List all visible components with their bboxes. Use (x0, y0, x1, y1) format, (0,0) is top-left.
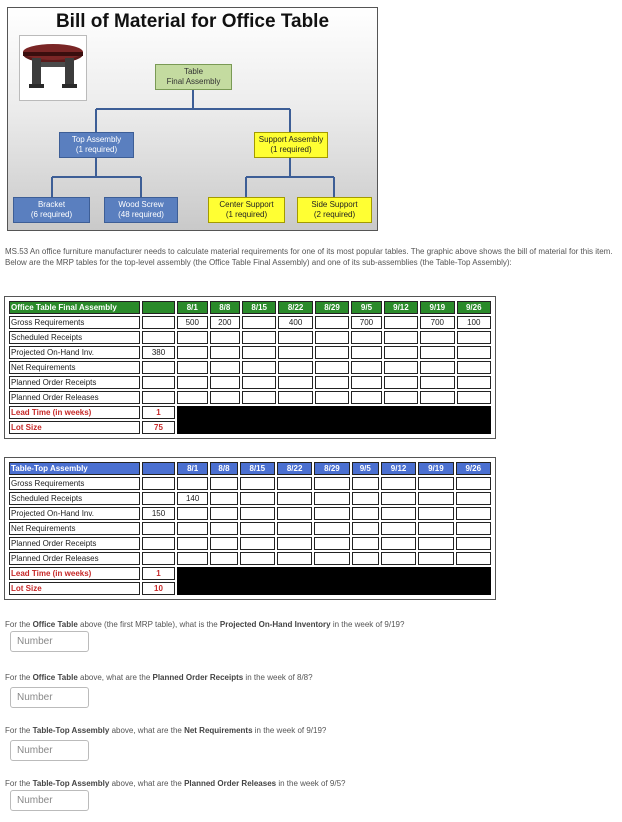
mrp-cell (456, 552, 491, 565)
mrp-cell (177, 376, 208, 389)
mrp-cell (210, 492, 237, 505)
initial-value-cell (142, 492, 175, 505)
node-line1: Bracket (37, 200, 66, 209)
week-header: 8/8 (210, 462, 237, 475)
question-emphasis: Net Requirements (184, 726, 253, 735)
question-text: For the (5, 726, 33, 735)
node-support-assembly (254, 132, 328, 158)
week-header: 8/15 (242, 301, 276, 314)
mrp-cell (314, 537, 349, 550)
mrp-cell (177, 391, 208, 404)
mrp-title: Table-Top Assembly (9, 462, 140, 475)
node-line2: (6 required) (30, 210, 73, 219)
row-label: Gross Requirements (9, 477, 140, 490)
initial-value-cell (142, 316, 175, 329)
mrp-cell: 140 (177, 492, 208, 505)
mrp-cell (352, 492, 379, 505)
lead-time-label: Lead Time (in weeks) (9, 406, 140, 419)
mrp-cell (242, 376, 276, 389)
mrp-table-table-top (4, 457, 496, 600)
mrp-grid (7, 299, 493, 436)
node-line2: Final Assembly (166, 77, 221, 86)
mrp-cell (210, 552, 237, 565)
question-text: in the week of 9/5? (276, 779, 346, 788)
lot-size-label: Lot Size (9, 421, 140, 434)
mrp-row (9, 507, 491, 520)
black-fill-block (177, 567, 491, 595)
mrp-cell (457, 346, 491, 359)
mrp-row (9, 316, 491, 329)
mrp-cell: 400 (278, 316, 312, 329)
mrp-header-blank (142, 301, 175, 314)
mrp-cell (315, 331, 349, 344)
lot-size-label: Lot Size (9, 582, 140, 595)
week-header: 8/22 (277, 462, 312, 475)
mrp-cell (456, 537, 491, 550)
mrp-cell (381, 492, 416, 505)
mrp-cell (420, 346, 454, 359)
mrp-row (9, 477, 491, 490)
mrp-cell (210, 537, 237, 550)
mrp-grid (7, 460, 493, 597)
initial-value-cell: 150 (142, 507, 175, 520)
mrp-cell (384, 376, 418, 389)
mrp-cell (210, 507, 237, 520)
mrp-cell (242, 316, 276, 329)
lead-time-value: 1 (142, 406, 175, 419)
lot-size-value: 75 (142, 421, 175, 434)
week-header: 9/26 (456, 462, 491, 475)
mrp-cell (240, 552, 275, 565)
mrp-cell (418, 537, 453, 550)
question-text: in the week of 9/19? (252, 726, 327, 735)
node-top-assembly (59, 132, 134, 158)
mrp-table-office-table (4, 296, 496, 439)
mrp-cell (418, 507, 453, 520)
mrp-cell (418, 522, 453, 535)
mrp-cell (278, 361, 312, 374)
mrp-header-row (9, 301, 491, 314)
mrp-cell (314, 492, 349, 505)
answer-input-2[interactable] (10, 687, 89, 708)
mrp-title: Office Table Final Assembly (9, 301, 140, 314)
mrp-cell: 700 (420, 316, 454, 329)
mrp-cell (278, 346, 312, 359)
mrp-cell (351, 331, 382, 344)
node-line1: Wood Screw (118, 200, 164, 209)
node-line1: Side Support (311, 200, 358, 209)
mrp-cell (242, 361, 276, 374)
mrp-cell (418, 552, 453, 565)
node-line1: Support Assembly (258, 135, 324, 144)
initial-value-cell (142, 376, 175, 389)
row-label: Gross Requirements (9, 316, 140, 329)
question-text: above, what are the (109, 726, 185, 735)
node-side-support (297, 197, 372, 223)
node-table-final-assembly (155, 64, 232, 90)
initial-value-cell (142, 537, 175, 550)
initial-value-cell (142, 522, 175, 535)
mrp-cell (278, 331, 312, 344)
mrp-cell (456, 522, 491, 535)
row-label: Planned Order Releases (9, 391, 140, 404)
question-emphasis: Planned Order Receipts (152, 673, 244, 682)
node-line2: (1 required) (75, 145, 118, 154)
row-label: Projected On-Hand Inv. (9, 346, 140, 359)
lead-time-row (9, 567, 491, 580)
mrp-row (9, 537, 491, 550)
lot-size-value: 10 (142, 582, 175, 595)
question-emphasis: Projected On-Hand Inventory (219, 620, 331, 629)
lead-time-label: Lead Time (in weeks) (9, 567, 140, 580)
mrp-cell (457, 331, 491, 344)
mrp-cell (457, 361, 491, 374)
mrp-cell: 100 (457, 316, 491, 329)
question-text: in the week of 8/8? (243, 673, 313, 682)
mrp-cell (418, 477, 453, 490)
row-label: Planned Order Receipts (9, 376, 140, 389)
row-label: Net Requirements (9, 522, 140, 535)
mrp-row (9, 361, 491, 374)
week-header: 8/1 (177, 301, 208, 314)
node-line2: (48 required) (118, 210, 164, 219)
question-emphasis: Table-Top Assembly (32, 779, 110, 788)
mrp-cell (351, 361, 382, 374)
mrp-cell (277, 552, 312, 565)
mrp-row (9, 391, 491, 404)
mrp-cell (240, 492, 275, 505)
mrp-cell (351, 376, 382, 389)
node-line1: Center Support (219, 200, 274, 209)
mrp-cell (351, 346, 382, 359)
mrp-cell (315, 346, 349, 359)
mrp-cell (315, 376, 349, 389)
week-header: 8/22 (278, 301, 312, 314)
mrp-cell (277, 507, 312, 520)
row-label: Net Requirements (9, 361, 140, 374)
mrp-cell (420, 376, 454, 389)
mrp-cell (420, 391, 454, 404)
row-label: Planned Order Receipts (9, 537, 140, 550)
mrp-cell (177, 331, 208, 344)
node-line2: (1 required) (225, 210, 268, 219)
mrp-cell: 200 (210, 316, 241, 329)
week-header: 8/8 (210, 301, 241, 314)
initial-value-cell (142, 361, 175, 374)
mrp-cell (240, 537, 275, 550)
mrp-cell (381, 522, 416, 535)
question-emphasis: Office Table (32, 673, 78, 682)
node-line2: (1 required) (270, 145, 312, 154)
mrp-header-row (9, 462, 491, 475)
lead-time-row (9, 406, 491, 419)
mrp-cell (210, 391, 241, 404)
lead-time-value: 1 (142, 567, 175, 580)
question-text: in the week of 9/19? (330, 620, 405, 629)
mrp-cell (315, 361, 349, 374)
mrp-cell (210, 331, 241, 344)
week-header: 9/19 (418, 462, 453, 475)
mrp-cell (210, 477, 237, 490)
mrp-cell (352, 552, 379, 565)
mrp-cell: 500 (177, 316, 208, 329)
mrp-cell (420, 331, 454, 344)
mrp-cell (418, 492, 453, 505)
mrp-row (9, 522, 491, 535)
mrp-cell (456, 492, 491, 505)
initial-value-cell (142, 391, 175, 404)
mrp-cell (177, 522, 208, 535)
mrp-cell (351, 391, 382, 404)
week-header: 8/29 (314, 462, 349, 475)
question-emphasis: Office Table (32, 620, 78, 629)
node-line1: Table (183, 67, 204, 76)
question-emphasis: Table-Top Assembly (32, 726, 110, 735)
mrp-cell (277, 477, 312, 490)
initial-value-cell: 380 (142, 346, 175, 359)
week-header: 9/5 (352, 462, 379, 475)
mrp-cell (242, 346, 276, 359)
bom-title: Bill of Material for Office Table (55, 11, 330, 32)
mrp-cell (240, 477, 275, 490)
week-header: 9/12 (384, 301, 418, 314)
mrp-cell (456, 477, 491, 490)
mrp-header-blank (142, 462, 175, 475)
node-wood-screw (104, 197, 178, 223)
mrp-cell (384, 316, 418, 329)
mrp-cell (384, 361, 418, 374)
mrp-cell (457, 376, 491, 389)
mrp-row (9, 331, 491, 344)
mrp-cell (352, 477, 379, 490)
mrp-cell (384, 391, 418, 404)
mrp-cell (381, 537, 416, 550)
row-label: Projected On-Hand Inv. (9, 507, 140, 520)
row-label: Scheduled Receipts (9, 492, 140, 505)
mrp-row (9, 346, 491, 359)
mrp-cell (277, 537, 312, 550)
mrp-cell (177, 361, 208, 374)
mrp-cell (384, 331, 418, 344)
mrp-cell: 700 (351, 316, 382, 329)
problem-intro: MS.53 An office furniture manufacturer needs to calculate material requirements for one of its most popular tables. The graphic above shows the bill of material for this item. Below are the MRP tables for the top-level assembly (the Office Table Final Assembly) and one of its sub-assemblies (the Table-Top Assembly): (5, 247, 613, 267)
mrp-cell (314, 522, 349, 535)
week-header: 8/29 (315, 301, 349, 314)
mrp-cell (210, 376, 241, 389)
mrp-cell (352, 522, 379, 535)
question-3 (5, 725, 326, 736)
mrp-row (9, 552, 491, 565)
mrp-cell (381, 507, 416, 520)
mrp-cell (242, 391, 276, 404)
question-1 (5, 619, 404, 630)
node-bracket (13, 197, 90, 223)
black-fill-block (177, 406, 491, 434)
mrp-cell (352, 537, 379, 550)
mrp-cell (277, 492, 312, 505)
week-header: 9/5 (351, 301, 382, 314)
mrp-cell (210, 361, 241, 374)
week-header: 9/19 (420, 301, 454, 314)
row-label: Planned Order Releases (9, 552, 140, 565)
mrp-cell (314, 477, 349, 490)
question-text: For the (5, 620, 33, 629)
mrp-cell (314, 507, 349, 520)
bom-diagram (7, 7, 378, 231)
mrp-cell (210, 346, 241, 359)
question-2 (5, 672, 313, 683)
question-text: above (the first MRP table), what is the (77, 620, 220, 629)
answer-input-1[interactable] (10, 631, 89, 652)
mrp-cell (177, 537, 208, 550)
mrp-cell (177, 507, 208, 520)
mrp-cell (384, 346, 418, 359)
node-center-support (208, 197, 285, 223)
mrp-cell (177, 346, 208, 359)
mrp-cell (456, 507, 491, 520)
mrp-cell (278, 376, 312, 389)
node-line2: (2 required) (313, 210, 356, 219)
question-text: For the (5, 673, 33, 682)
week-header: 9/26 (457, 301, 491, 314)
mrp-cell (277, 522, 312, 535)
week-header: 8/1 (177, 462, 208, 475)
mrp-cell (177, 552, 208, 565)
question-text: above, what are the (77, 673, 153, 682)
week-header: 8/15 (240, 462, 275, 475)
answer-input-4[interactable] (10, 790, 89, 811)
mrp-cell (381, 552, 416, 565)
mrp-cell (210, 522, 237, 535)
mrp-cell (177, 477, 208, 490)
mrp-cell (278, 391, 312, 404)
mrp-cell (420, 361, 454, 374)
mrp-cell (315, 391, 349, 404)
mrp-row (9, 376, 491, 389)
node-line1: Top Assembly (71, 135, 122, 144)
row-label: Scheduled Receipts (9, 331, 140, 344)
initial-value-cell (142, 552, 175, 565)
week-header: 9/12 (381, 462, 416, 475)
mrp-cell (352, 507, 379, 520)
mrp-cell (240, 522, 275, 535)
mrp-cell (242, 331, 276, 344)
answer-input-3[interactable] (10, 740, 89, 761)
mrp-cell (457, 391, 491, 404)
mrp-cell (240, 507, 275, 520)
question-text: For the (5, 779, 33, 788)
question-text: above, what are the (109, 779, 185, 788)
initial-value-cell (142, 331, 175, 344)
question-emphasis: Planned Order Releases (184, 779, 277, 788)
mrp-row (9, 492, 491, 505)
initial-value-cell (142, 477, 175, 490)
mrp-cell (315, 316, 349, 329)
question-4 (5, 778, 346, 789)
mrp-cell (314, 552, 349, 565)
mrp-cell (381, 477, 416, 490)
